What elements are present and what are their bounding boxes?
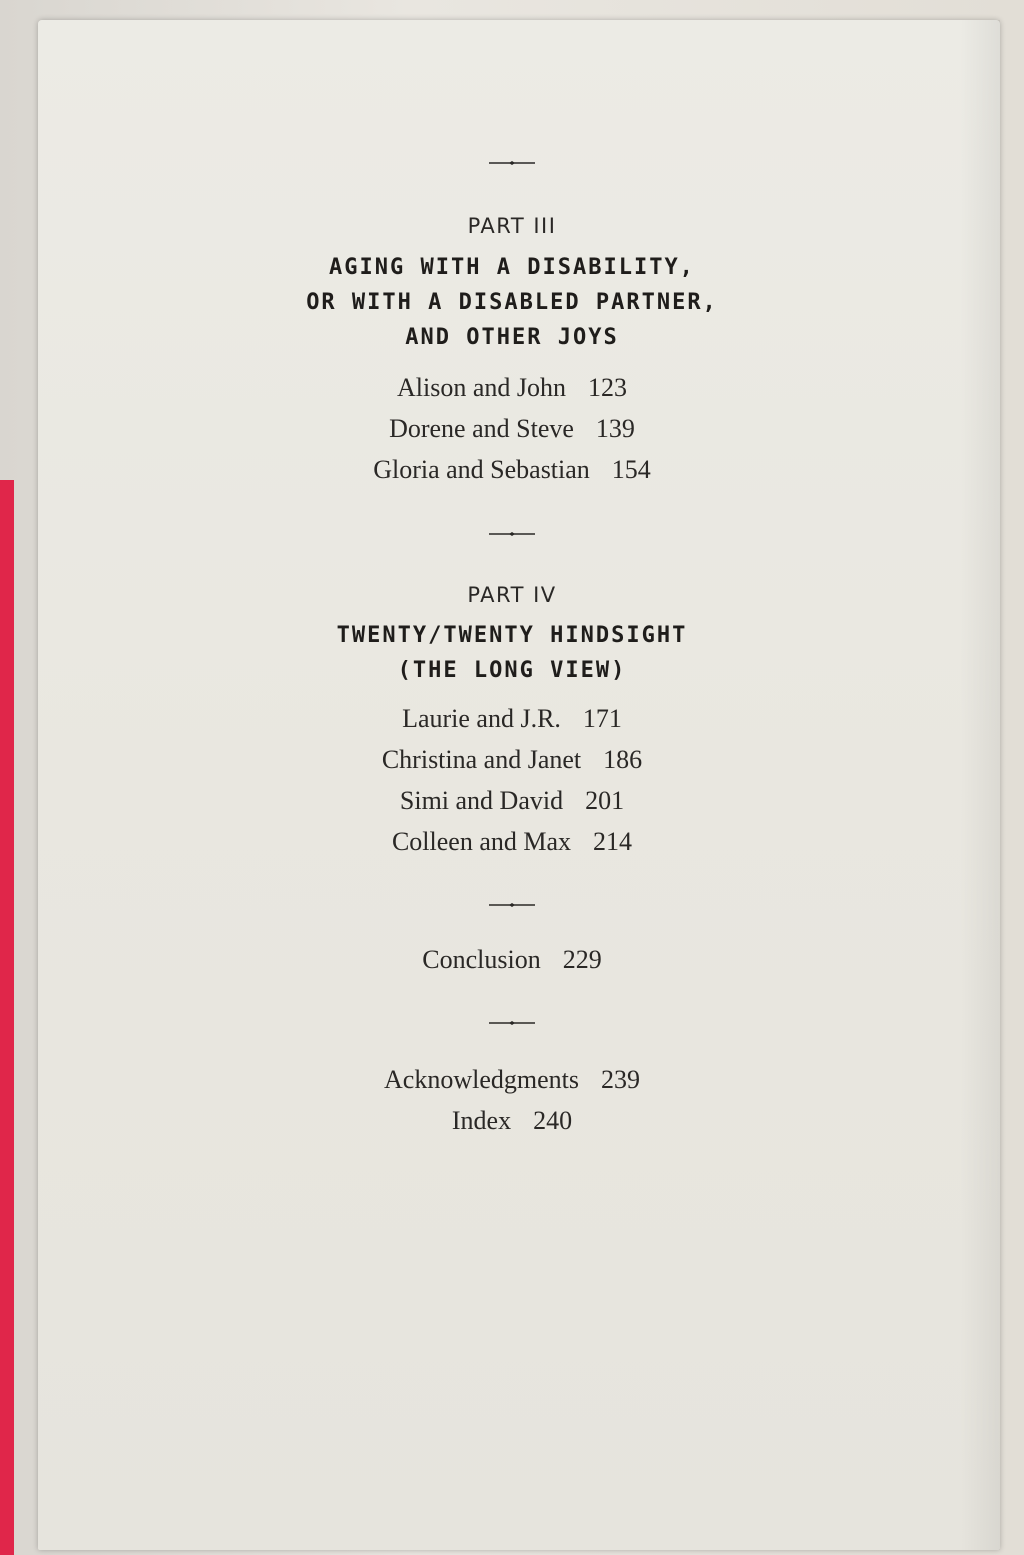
part-iii-title-line-2: OR WITH A DISABLED PARTNER, xyxy=(306,290,718,315)
entry-title: Laurie and J.R. xyxy=(402,704,561,733)
part-iii-title-line-1: AGING WITH A DISABILITY, xyxy=(329,255,695,280)
part-iii-title-line-3: AND OTHER JOYS xyxy=(405,325,619,350)
entry-page: 201 xyxy=(585,786,625,815)
part-iv-title-line-1: TWENTY/TWENTY HINDSIGHT xyxy=(336,623,688,648)
toc-entry xyxy=(0,414,1024,444)
entry-title: Simi and David xyxy=(399,786,564,815)
entry-page: 123 xyxy=(588,373,627,402)
toc-entry xyxy=(0,455,1024,485)
entry-page: 240 xyxy=(533,1106,573,1135)
toc-entry-index xyxy=(0,1106,1024,1136)
toc-entry xyxy=(0,745,1024,775)
toc-entry xyxy=(0,373,1024,403)
part-iv-title xyxy=(0,618,1024,688)
ornament-divider-4 xyxy=(0,1018,1024,1028)
entry-title: Alison and John xyxy=(397,373,566,402)
entry-page: 229 xyxy=(562,945,602,974)
entry-page: 214 xyxy=(593,827,633,856)
ornament-divider-2 xyxy=(0,529,1024,539)
entry-title: Gloria and Sebastian xyxy=(373,455,590,484)
entry-page: 139 xyxy=(595,414,635,443)
entry-title: Index xyxy=(451,1106,512,1135)
toc-entry xyxy=(0,786,1024,816)
entry-title: Christina and Janet xyxy=(381,745,582,774)
part-iv-label: PART IV xyxy=(467,583,557,607)
part-iii-title xyxy=(0,250,1024,355)
entry-page: 239 xyxy=(600,1065,640,1094)
entry-page: 186 xyxy=(603,745,643,774)
entry-title: Acknowledgments xyxy=(384,1065,579,1094)
ornament-divider-1 xyxy=(0,158,1024,168)
entry-page: 171 xyxy=(582,704,622,733)
entry-title: Colleen and Max xyxy=(391,827,572,856)
entry-title: Dorene and Steve xyxy=(389,414,574,443)
part-iv-title-line-2: (THE LONG VIEW) xyxy=(397,658,627,683)
ornament-divider-3 xyxy=(0,900,1024,910)
toc-entry xyxy=(0,704,1024,734)
toc-entry xyxy=(0,827,1024,857)
toc-entry-acknowledgments xyxy=(0,1065,1024,1095)
entry-page: 154 xyxy=(611,455,651,484)
entry-title: Conclusion xyxy=(422,945,541,974)
part-iii-label: PART III xyxy=(467,214,557,238)
toc-entry-conclusion xyxy=(0,945,1024,975)
